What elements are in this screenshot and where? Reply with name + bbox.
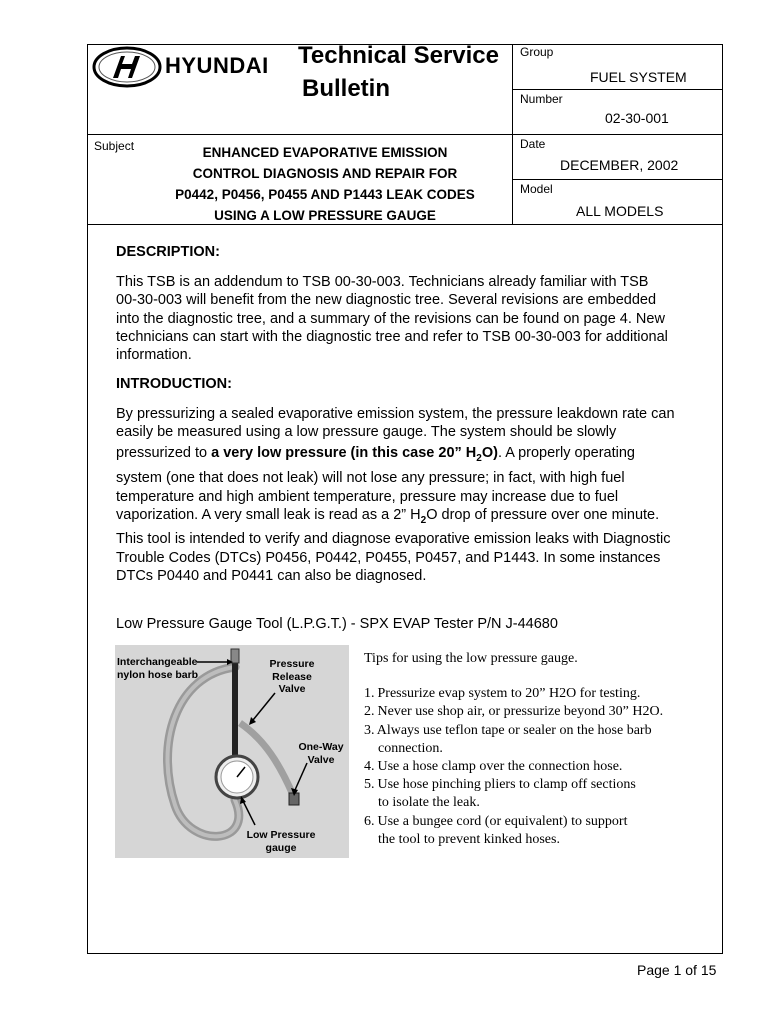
intro-line: temperature and high ambient temperature, pressure may increase due to fuel xyxy=(116,488,619,505)
intro-line: vaporization. A very small leak is read as a 2” $H_2O$ drop of pressure over one minute. xyxy=(116,507,660,526)
date-label: Date xyxy=(520,137,546,151)
tip-item: 2. Never use shop air, or pressurize beyond 30” H2O. xyxy=(364,704,664,720)
title-line1: Technical Service xyxy=(298,42,499,69)
gauge-tool-figure xyxy=(115,645,349,858)
number-label: Number xyxy=(520,92,563,106)
hyundai-logo xyxy=(91,44,163,90)
intro-line: easily be measured using a low pressure gauge. The system should be slowly xyxy=(116,424,617,441)
description-line: 00-30-003 will benefit from the new diagnostic tree. Several revisions are embedded xyxy=(116,292,657,309)
group-label: Group xyxy=(520,45,554,59)
tip-item: 6. Use a bungee cord (or equivalent) to support the tool to prevent kinked hoses. xyxy=(364,813,628,847)
group-divider xyxy=(512,89,723,90)
description-line: technicians can start with the diagnostic tree and refer to TSB 00-30-003 for additional xyxy=(116,328,668,345)
subject-text xyxy=(140,142,510,226)
intro-line: This tool is intended to verify and diagnose evaporative emission leaks with Diagnostic xyxy=(116,531,671,548)
title-line2: Bulletin xyxy=(302,75,390,102)
tip-item: 1. Pressurize evap system to 20” H2O for testing. xyxy=(364,686,641,702)
label-low-pressure-gauge: Low Pressure gauge xyxy=(246,829,316,854)
brand-name: HYUNDAI xyxy=(165,53,269,78)
introduction-body xyxy=(116,405,716,585)
tip-item: 5. Use hose pinching pliers to clamp off sections to isolate the leak. xyxy=(364,777,636,811)
page-number: Page 1 of 15 xyxy=(637,962,717,978)
number-value: 02-30-001 xyxy=(605,110,669,126)
description-line: into the diagnostic tree, and a summary of the revisions can be found on page 4. New xyxy=(116,310,665,327)
subject-line: CONTROL DIAGNOSIS AND REPAIR FOR xyxy=(192,166,458,181)
introduction-heading: INTRODUCTION: xyxy=(116,376,232,392)
description-body xyxy=(116,273,716,364)
date-divider xyxy=(512,179,723,180)
tool-caption: Low Pressure Gauge Tool (L.P.G.T.) - SPX EVAP Tester P/N J-44680 xyxy=(116,616,558,632)
tip-item: 3. Always use teflon tape or sealer on the hose barb connection. xyxy=(364,722,652,756)
intro-line: system (one that does not leak) will not lose any pressure; in fact, with high fuel xyxy=(116,470,625,487)
tips-list xyxy=(364,685,714,849)
label-pressure-release-valve: Pressure Release Valve xyxy=(269,658,315,695)
label-one-way-valve: One-Way Valve xyxy=(298,741,344,766)
intro-line: By pressurizing a sealed evaporative emission system, the pressure leakdown rate can xyxy=(116,406,675,422)
intro-line: pressurized to a very low pressure (in this case 20” $H_2O$). A properly operating xyxy=(116,444,635,464)
model-value: ALL MODELS xyxy=(576,203,664,219)
description-line: This TSB is an addendum to TSB 00-30-003. Technicians already familiar with TSB xyxy=(116,274,649,290)
subject-line: USING A LOW PRESSURE GAUGE xyxy=(214,208,436,223)
intro-line: DTCs P0440 and P0441 can also be diagnosed. xyxy=(116,567,427,584)
description-line: information. xyxy=(116,347,192,364)
subject-line: P0442, P0456, P0455 AND P1443 LEAK CODES xyxy=(175,187,475,202)
tip-item: 4. Use a hose clamp over the connection hose. xyxy=(364,759,623,775)
model-label: Model xyxy=(520,182,553,196)
group-value: FUEL SYSTEM xyxy=(590,69,687,85)
tips-section xyxy=(364,650,714,849)
tips-title: Tips for using the low pressure gauge. xyxy=(364,651,578,666)
hyundai-emblem-icon xyxy=(91,44,163,90)
subject-line: ENHANCED EVAPORATIVE EMISSION xyxy=(202,145,448,160)
description-heading: DESCRIPTION: xyxy=(116,244,220,260)
date-value: DECEMBER, 2002 xyxy=(560,157,679,173)
header-divider xyxy=(87,134,723,135)
label-hose-barb: Interchangeable nylon hose barb xyxy=(117,656,199,681)
intro-line: Trouble Codes (DTCs) P0456, P0442, P0455, P0457, and P1443. In some instances xyxy=(116,549,661,566)
subject-label: Subject xyxy=(94,139,135,153)
